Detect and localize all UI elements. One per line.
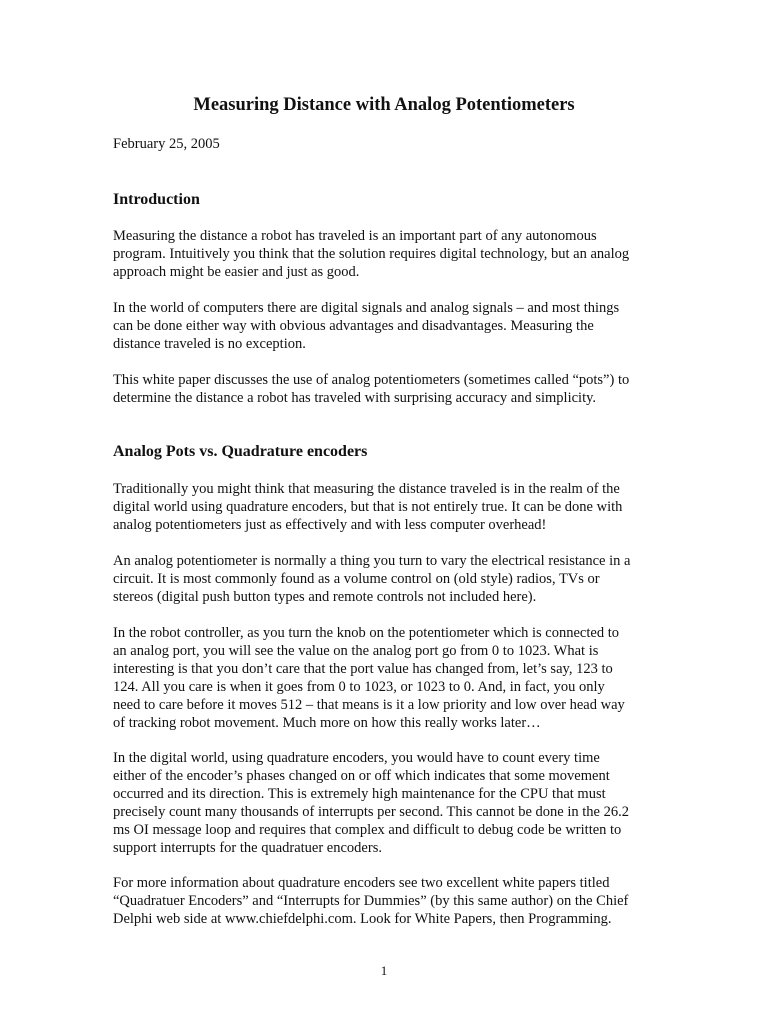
text-line: Measuring the distance a robot has traveled is an important part of any autonomous [113, 228, 597, 244]
analog-paragraph-3 [113, 624, 658, 732]
section-heading-introduction: Introduction [113, 191, 200, 208]
text-line: distance traveled is no exception. [113, 336, 306, 352]
text-line: stereos (digital push button types and remote controls not included here). [113, 589, 537, 605]
text-line: Delphi web side at www.chiefdelphi.com. Look for White Papers, then Programming. [113, 911, 612, 927]
analog-paragraph-5 [113, 874, 658, 928]
text-line: need to care before it moves 512 – that means is it a low priority and low over head way [113, 697, 625, 713]
text-line: For more information about quadrature encoders see two excellent white papers titled [113, 875, 610, 891]
text-line: In the digital world, using quadrature encoders, you would have to count every time [113, 750, 600, 766]
text-line: either of the encoder’s phases changed on or off which indicates that some movement [113, 768, 610, 784]
text-line: This white paper discusses the use of analog potentiometers (sometimes called “pots”) to [113, 372, 630, 388]
document-date: February 25, 2005 [113, 136, 220, 152]
document-title: Measuring Distance with Analog Potentiometers [193, 95, 575, 115]
text-line: An analog potentiometer is normally a thing you turn to vary the electrical resistance in a [113, 553, 631, 569]
intro-paragraph-2 [113, 299, 658, 353]
section-heading-analog-vs-quadrature: Analog Pots vs. Quadrature encoders [113, 443, 368, 460]
text-line: approach might be easier and just as good. [113, 264, 360, 280]
text-line: occurred and its direction. This is extremely high maintenance for the CPU that must [113, 786, 606, 802]
text-line: precisely count many thousands of interrupts per second. This cannot be done in the 26.2 [113, 804, 629, 820]
text-line: In the robot controller, as you turn the knob on the potentiometer which is connected to [113, 625, 619, 641]
text-line: 124. All you care is when it goes from 0 to 1023, or 1023 to 0. And, in fact, you only [113, 679, 605, 695]
text-line: In the world of computers there are digital signals and analog signals – and most things [113, 300, 620, 316]
text-line: determine the distance a robot has traveled with surprising accuracy and simplicity. [113, 390, 597, 406]
text-line: can be done either way with obvious advantages and disadvantages. Measuring the [113, 318, 594, 334]
text-line: circuit. It is most commonly found as a volume control on (old style) radios, TVs or [113, 571, 600, 587]
page-number: 1 [380, 963, 388, 978]
text-line: an analog port, you will see the value on the analog port go from 0 to 1023. What is [113, 643, 599, 659]
intro-paragraph-3 [113, 371, 658, 407]
text-line: digital world using quadrature encoders, but that is not entirely true. It can be done with [113, 499, 623, 515]
text-line: interesting is that you don’t care that the port value has changed from, let’s say, 123 to [113, 661, 613, 677]
text-line: “Quadratuer Encoders” and “Interrupts for Dummies” (by this same author) on the Chief [113, 893, 629, 909]
text-line: Traditionally you might think that measuring the distance traveled is in the realm of the [113, 481, 620, 497]
text-line: analog potentiometers just as effectively and with less computer overhead! [113, 517, 547, 533]
text-line: support interrupts for the quadratuer encoders. [113, 840, 382, 856]
text-line: of tracking robot movement. Much more on how this really works later… [113, 715, 541, 731]
text-line: ms OI message loop and requires that complex and difficult to debug code be written to [113, 822, 622, 838]
analog-paragraph-4 [113, 749, 658, 857]
intro-paragraph-1 [113, 227, 658, 281]
text-line: program. Intuitively you think that the solution requires digital technology, but an analog [113, 246, 630, 262]
analog-paragraph-2 [113, 552, 658, 606]
analog-paragraph-1 [113, 480, 658, 534]
